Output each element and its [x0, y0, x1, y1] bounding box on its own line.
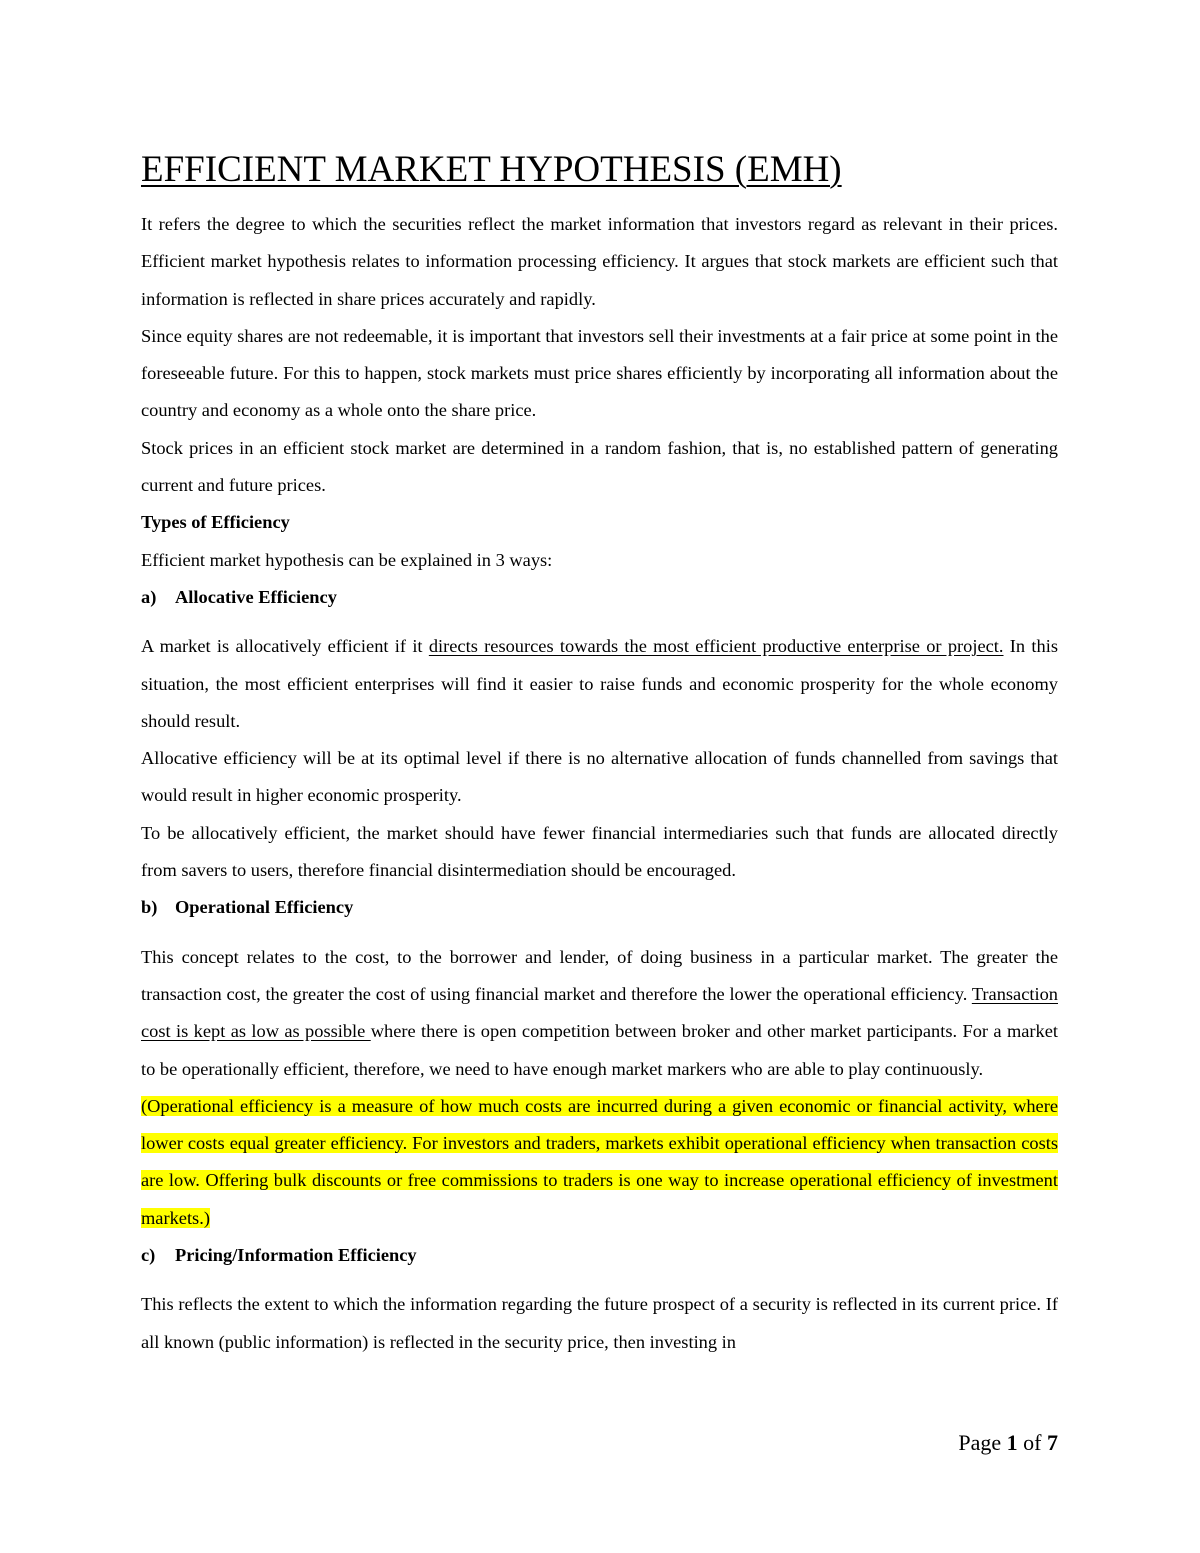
section-a-letter: a) — [141, 586, 157, 607]
section-b-paragraph-1 — [141, 939, 1058, 1088]
section-a-paragraph-3: To be allocatively efficient, the market should have fewer financial intermediaries such that funds are allocated directly from savers to users, therefore financial disintermediation should be encouraged. — [141, 822, 1058, 881]
section-a-heading — [141, 579, 1058, 616]
intro-paragraph-3: Stock prices in an efficient stock market are determined in a random fashion, that is, no established pattern of generating current and future prices. — [141, 437, 1058, 496]
section-a-paragraph-2: Allocative efficiency will be at its optimal level if there is no alternative allocation of funds channelled from savings that would result in higher economic prosperity. — [141, 748, 1058, 806]
types-heading: Types of Efficiency — [141, 512, 290, 533]
section-a-title: Allocative Efficiency — [175, 586, 337, 607]
section-b-title: Operational Efficiency — [175, 897, 354, 918]
section-b-p1-after: where there is open competition between broker and other market participants. For a market to be operationally efficient, therefore, we need to have enough market markers who are able to play continuously. — [141, 1021, 1059, 1079]
section-c-letter: c) — [141, 1245, 156, 1266]
intro-paragraph-2: Since equity shares are not redeemable, it is important that investors sell their investments at a fair price at some point in the foreseeable future. For this to happen, stock markets must price shares efficiently by incorporating all information about the country and economy as a whole onto the share price. — [141, 325, 1058, 421]
intro-paragraph-1: It refers the degree to which the securities reflect the market information that investors regard as relevant in their prices. Efficient market hypothesis relates to information processing efficiency. It argues that stock markets are efficient such that information is reflected in share prices accurately and rapidly. — [141, 214, 1058, 309]
section-b-p1-underlined: Transaction cost is kept as low as possible — [141, 983, 1058, 1042]
highlighted-text: (Operational efficiency is a measure of how much costs are incurred during a given economic or financial activity, where lower costs equal greater efficiency. For investors and traders, markets exhibit operational efficiency when transaction costs are low. Offering bulk discounts or free commissions to traders is one way to increase operational efficiency of investment markets.) — [141, 1095, 1058, 1228]
footer-total-pages: 7 — [1047, 1430, 1058, 1455]
section-c-heading — [141, 1237, 1058, 1274]
section-a-p1-before: A market is allocatively efficient if it — [141, 636, 429, 657]
page-number-footer — [958, 1428, 1058, 1458]
footer-of-word: of — [1017, 1430, 1047, 1455]
footer-page-word: Page — [958, 1430, 1007, 1455]
page-content — [141, 146, 1058, 1361]
section-b-letter: b) — [141, 897, 158, 918]
section-a-p1-after: In this situation, the most efficient enterprises will find it easier to raise funds and economic prosperity for the whole economy should result. — [141, 636, 1058, 731]
document-title: EFFICIENT MARKET HYPOTHESIS (EMH) — [141, 149, 842, 190]
section-a-p1-underlined: directs resources towards the most efficient productive enterprise or project. — [428, 636, 1004, 657]
types-intro: Efficient market hypothesis can be explained in 3 ways: — [141, 549, 553, 570]
section-b-p1-before: This concept relates to the cost, to the borrower and lender, of doing business in a particular market. The greater the transaction cost, the greater the cost of using financial market and therefore the lower the operational efficiency. — [141, 946, 1058, 1004]
section-c-paragraph-1: This reflects the extent to which the information regarding the future prospect of a security is reflected in its current price. If all known (public information) is reflected in the security price, then investing in — [141, 1294, 1058, 1352]
footer-current-page: 1 — [1006, 1430, 1018, 1455]
section-c-title: Pricing/Information Efficiency — [175, 1245, 417, 1266]
section-b-heading — [141, 889, 1058, 926]
section-a-paragraph-1 — [141, 628, 1058, 740]
section-b-highlighted-paragraph — [141, 1088, 1058, 1237]
